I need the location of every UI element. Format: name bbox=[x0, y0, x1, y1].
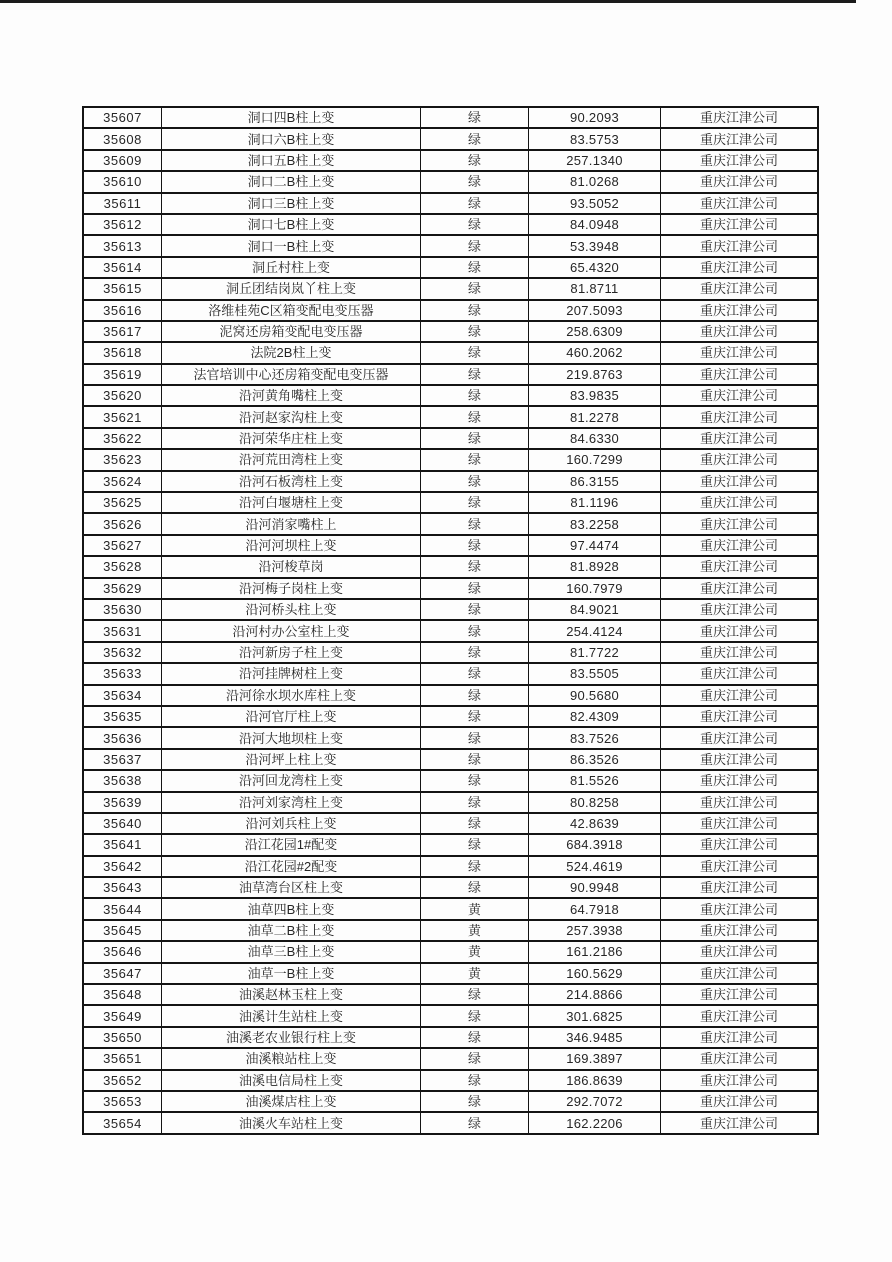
value-cell: 84.0948 bbox=[529, 214, 661, 235]
page-top-edge bbox=[0, 0, 856, 3]
row-id-cell: 35621 bbox=[83, 406, 162, 427]
row-id-cell: 35623 bbox=[83, 449, 162, 470]
row-id-cell: 35617 bbox=[83, 321, 162, 342]
value-cell: 684.3918 bbox=[529, 834, 661, 855]
company-cell: 重庆江津公司 bbox=[661, 963, 819, 984]
table-row bbox=[83, 877, 818, 898]
table-row bbox=[83, 663, 818, 684]
value-cell: 207.5093 bbox=[529, 300, 661, 321]
table-row bbox=[83, 706, 818, 727]
device-name-cell: 油草一B柱上变 bbox=[162, 963, 421, 984]
row-id-cell: 35653 bbox=[83, 1091, 162, 1112]
device-name-cell: 沿河桥头柱上变 bbox=[162, 599, 421, 620]
row-id-cell: 35632 bbox=[83, 642, 162, 663]
table-row bbox=[83, 150, 818, 171]
table-row bbox=[83, 599, 818, 620]
status-cell: 绿 bbox=[421, 428, 529, 449]
value-cell: 292.7072 bbox=[529, 1091, 661, 1112]
status-cell: 绿 bbox=[421, 492, 529, 513]
value-cell: 160.7299 bbox=[529, 449, 661, 470]
device-name-cell: 沿河荒田湾柱上变 bbox=[162, 449, 421, 470]
table-row bbox=[83, 898, 818, 919]
device-name-cell: 沿江花园#2配变 bbox=[162, 856, 421, 877]
table-row bbox=[83, 1005, 818, 1026]
table-row bbox=[83, 257, 818, 278]
company-cell: 重庆江津公司 bbox=[661, 620, 819, 641]
device-name-cell: 洞口三B柱上变 bbox=[162, 193, 421, 214]
table-row bbox=[83, 321, 818, 342]
value-cell: 82.4309 bbox=[529, 706, 661, 727]
table-row bbox=[83, 984, 818, 1005]
company-cell: 重庆江津公司 bbox=[661, 685, 819, 706]
status-cell: 绿 bbox=[421, 513, 529, 534]
value-cell: 53.3948 bbox=[529, 235, 661, 256]
value-cell: 84.6330 bbox=[529, 428, 661, 449]
table-row bbox=[83, 1091, 818, 1112]
row-id-cell: 35650 bbox=[83, 1027, 162, 1048]
table-row bbox=[83, 492, 818, 513]
row-id-cell: 35616 bbox=[83, 300, 162, 321]
row-id-cell: 35651 bbox=[83, 1048, 162, 1069]
table-row bbox=[83, 792, 818, 813]
value-cell: 83.2258 bbox=[529, 513, 661, 534]
row-id-cell: 35647 bbox=[83, 963, 162, 984]
company-cell: 重庆江津公司 bbox=[661, 727, 819, 748]
company-cell: 重庆江津公司 bbox=[661, 578, 819, 599]
company-cell: 重庆江津公司 bbox=[661, 193, 819, 214]
table-row bbox=[83, 278, 818, 299]
company-cell: 重庆江津公司 bbox=[661, 471, 819, 492]
value-cell: 81.2278 bbox=[529, 406, 661, 427]
row-id-cell: 35638 bbox=[83, 770, 162, 791]
status-cell: 绿 bbox=[421, 128, 529, 149]
status-cell: 绿 bbox=[421, 727, 529, 748]
row-id-cell: 35619 bbox=[83, 364, 162, 385]
company-cell: 重庆江津公司 bbox=[661, 663, 819, 684]
row-id-cell: 35640 bbox=[83, 813, 162, 834]
row-id-cell: 35625 bbox=[83, 492, 162, 513]
value-cell: 257.1340 bbox=[529, 150, 661, 171]
value-cell: 65.4320 bbox=[529, 257, 661, 278]
value-cell: 524.4619 bbox=[529, 856, 661, 877]
status-cell: 绿 bbox=[421, 1048, 529, 1069]
table-row bbox=[83, 471, 818, 492]
table-row bbox=[83, 620, 818, 641]
table-row bbox=[83, 642, 818, 663]
status-cell: 绿 bbox=[421, 984, 529, 1005]
status-cell: 绿 bbox=[421, 578, 529, 599]
device-name-cell: 油溪赵林玉柱上变 bbox=[162, 984, 421, 1005]
device-name-cell: 油溪粮站柱上变 bbox=[162, 1048, 421, 1069]
table-row bbox=[83, 941, 818, 962]
transformer-table bbox=[82, 106, 819, 1135]
company-cell: 重庆江津公司 bbox=[661, 1091, 819, 1112]
value-cell: 160.5629 bbox=[529, 963, 661, 984]
company-cell: 重庆江津公司 bbox=[661, 300, 819, 321]
table-row bbox=[83, 578, 818, 599]
row-id-cell: 35635 bbox=[83, 706, 162, 727]
row-id-cell: 35611 bbox=[83, 193, 162, 214]
value-cell: 81.0268 bbox=[529, 171, 661, 192]
value-cell: 81.7722 bbox=[529, 642, 661, 663]
status-cell: 绿 bbox=[421, 620, 529, 641]
status-cell: 绿 bbox=[421, 300, 529, 321]
status-cell: 绿 bbox=[421, 1027, 529, 1048]
company-cell: 重庆江津公司 bbox=[661, 321, 819, 342]
company-cell: 重庆江津公司 bbox=[661, 792, 819, 813]
value-cell: 80.8258 bbox=[529, 792, 661, 813]
row-id-cell: 35645 bbox=[83, 920, 162, 941]
status-cell: 绿 bbox=[421, 792, 529, 813]
status-cell: 绿 bbox=[421, 834, 529, 855]
status-cell: 黄 bbox=[421, 920, 529, 941]
company-cell: 重庆江津公司 bbox=[661, 342, 819, 363]
device-name-cell: 油溪电信局柱上变 bbox=[162, 1070, 421, 1091]
row-id-cell: 35609 bbox=[83, 150, 162, 171]
device-name-cell: 沿河刘家湾柱上变 bbox=[162, 792, 421, 813]
row-id-cell: 35624 bbox=[83, 471, 162, 492]
status-cell: 绿 bbox=[421, 193, 529, 214]
value-cell: 160.7979 bbox=[529, 578, 661, 599]
company-cell: 重庆江津公司 bbox=[661, 1005, 819, 1026]
value-cell: 97.4474 bbox=[529, 535, 661, 556]
device-name-cell: 洞口四B柱上变 bbox=[162, 107, 421, 128]
table-row bbox=[83, 1027, 818, 1048]
value-cell: 86.3155 bbox=[529, 471, 661, 492]
table-row bbox=[83, 449, 818, 470]
table-row bbox=[83, 385, 818, 406]
value-cell: 81.8711 bbox=[529, 278, 661, 299]
device-name-cell: 沿河梅子岗柱上变 bbox=[162, 578, 421, 599]
device-name-cell: 油草三B柱上变 bbox=[162, 941, 421, 962]
value-cell: 169.3897 bbox=[529, 1048, 661, 1069]
value-cell: 161.2186 bbox=[529, 941, 661, 962]
device-name-cell: 油草湾台区柱上变 bbox=[162, 877, 421, 898]
device-name-cell: 洛维桂苑C区箱变配电变压器 bbox=[162, 300, 421, 321]
row-id-cell: 35649 bbox=[83, 1005, 162, 1026]
row-id-cell: 35614 bbox=[83, 257, 162, 278]
company-cell: 重庆江津公司 bbox=[661, 278, 819, 299]
table-row bbox=[83, 856, 818, 877]
device-name-cell: 洞口六B柱上变 bbox=[162, 128, 421, 149]
table-row bbox=[83, 749, 818, 770]
company-cell: 重庆江津公司 bbox=[661, 428, 819, 449]
company-cell: 重庆江津公司 bbox=[661, 706, 819, 727]
row-id-cell: 35654 bbox=[83, 1112, 162, 1133]
table-row bbox=[83, 235, 818, 256]
status-cell: 黄 bbox=[421, 941, 529, 962]
row-id-cell: 35646 bbox=[83, 941, 162, 962]
status-cell: 绿 bbox=[421, 278, 529, 299]
status-cell: 绿 bbox=[421, 171, 529, 192]
table-row bbox=[83, 128, 818, 149]
row-id-cell: 35643 bbox=[83, 877, 162, 898]
status-cell: 黄 bbox=[421, 963, 529, 984]
status-cell: 绿 bbox=[421, 235, 529, 256]
device-name-cell: 泥窝还房箱变配电变压器 bbox=[162, 321, 421, 342]
row-id-cell: 35607 bbox=[83, 107, 162, 128]
table-row bbox=[83, 364, 818, 385]
status-cell: 绿 bbox=[421, 642, 529, 663]
row-id-cell: 35631 bbox=[83, 620, 162, 641]
status-cell: 绿 bbox=[421, 1091, 529, 1112]
status-cell: 绿 bbox=[421, 342, 529, 363]
row-id-cell: 35622 bbox=[83, 428, 162, 449]
device-name-cell: 沿河村办公室柱上变 bbox=[162, 620, 421, 641]
company-cell: 重庆江津公司 bbox=[661, 128, 819, 149]
row-id-cell: 35639 bbox=[83, 792, 162, 813]
company-cell: 重庆江津公司 bbox=[661, 877, 819, 898]
device-name-cell: 沿河白堰塘柱上变 bbox=[162, 492, 421, 513]
status-cell: 绿 bbox=[421, 1005, 529, 1026]
device-name-cell: 沿河梭草岗 bbox=[162, 556, 421, 577]
table-row bbox=[83, 813, 818, 834]
value-cell: 81.5526 bbox=[529, 770, 661, 791]
table-row bbox=[83, 727, 818, 748]
company-cell: 重庆江津公司 bbox=[661, 642, 819, 663]
company-cell: 重庆江津公司 bbox=[661, 941, 819, 962]
table-row bbox=[83, 107, 818, 128]
row-id-cell: 35610 bbox=[83, 171, 162, 192]
row-id-cell: 35629 bbox=[83, 578, 162, 599]
value-cell: 93.5052 bbox=[529, 193, 661, 214]
device-name-cell: 油溪老农业银行柱上变 bbox=[162, 1027, 421, 1048]
table-row bbox=[83, 214, 818, 235]
row-id-cell: 35652 bbox=[83, 1070, 162, 1091]
status-cell: 绿 bbox=[421, 406, 529, 427]
device-name-cell: 法官培训中心还房箱变配电变压器 bbox=[162, 364, 421, 385]
row-id-cell: 35641 bbox=[83, 834, 162, 855]
device-name-cell: 油溪计生站柱上变 bbox=[162, 1005, 421, 1026]
value-cell: 81.1196 bbox=[529, 492, 661, 513]
table-row bbox=[83, 193, 818, 214]
status-cell: 绿 bbox=[421, 877, 529, 898]
company-cell: 重庆江津公司 bbox=[661, 406, 819, 427]
company-cell: 重庆江津公司 bbox=[661, 749, 819, 770]
device-name-cell: 洞口一B柱上变 bbox=[162, 235, 421, 256]
status-cell: 绿 bbox=[421, 813, 529, 834]
table-row bbox=[83, 300, 818, 321]
value-cell: 214.8866 bbox=[529, 984, 661, 1005]
table-row bbox=[83, 963, 818, 984]
table-row bbox=[83, 685, 818, 706]
status-cell: 绿 bbox=[421, 385, 529, 406]
company-cell: 重庆江津公司 bbox=[661, 770, 819, 791]
row-id-cell: 35648 bbox=[83, 984, 162, 1005]
status-cell: 绿 bbox=[421, 214, 529, 235]
device-name-cell: 沿河河坝柱上变 bbox=[162, 535, 421, 556]
device-name-cell: 洞口七B柱上变 bbox=[162, 214, 421, 235]
value-cell: 186.8639 bbox=[529, 1070, 661, 1091]
device-name-cell: 沿河新房子柱上变 bbox=[162, 642, 421, 663]
device-name-cell: 油草四B柱上变 bbox=[162, 898, 421, 919]
device-name-cell: 沿河荣华庄柱上变 bbox=[162, 428, 421, 449]
row-id-cell: 35628 bbox=[83, 556, 162, 577]
value-cell: 258.6309 bbox=[529, 321, 661, 342]
value-cell: 90.5680 bbox=[529, 685, 661, 706]
table-row bbox=[83, 556, 818, 577]
company-cell: 重庆江津公司 bbox=[661, 898, 819, 919]
value-cell: 257.3938 bbox=[529, 920, 661, 941]
device-name-cell: 油溪煤店柱上变 bbox=[162, 1091, 421, 1112]
table-row bbox=[83, 834, 818, 855]
company-cell: 重庆江津公司 bbox=[661, 556, 819, 577]
status-cell: 绿 bbox=[421, 257, 529, 278]
row-id-cell: 35636 bbox=[83, 727, 162, 748]
status-cell: 绿 bbox=[421, 556, 529, 577]
device-name-cell: 沿河徐水坝水库柱上变 bbox=[162, 685, 421, 706]
value-cell: 83.9835 bbox=[529, 385, 661, 406]
company-cell: 重庆江津公司 bbox=[661, 1070, 819, 1091]
status-cell: 绿 bbox=[421, 449, 529, 470]
value-cell: 42.8639 bbox=[529, 813, 661, 834]
status-cell: 绿 bbox=[421, 856, 529, 877]
device-name-cell: 沿河黄角嘴柱上变 bbox=[162, 385, 421, 406]
device-name-cell: 沿河消家嘴柱上 bbox=[162, 513, 421, 534]
value-cell: 162.2206 bbox=[529, 1112, 661, 1133]
company-cell: 重庆江津公司 bbox=[661, 235, 819, 256]
status-cell: 绿 bbox=[421, 150, 529, 171]
status-cell: 绿 bbox=[421, 535, 529, 556]
row-id-cell: 35612 bbox=[83, 214, 162, 235]
company-cell: 重庆江津公司 bbox=[661, 214, 819, 235]
company-cell: 重庆江津公司 bbox=[661, 257, 819, 278]
device-name-cell: 沿江花园1#配变 bbox=[162, 834, 421, 855]
transformer-table-body bbox=[83, 107, 818, 1134]
status-cell: 绿 bbox=[421, 599, 529, 620]
row-id-cell: 35642 bbox=[83, 856, 162, 877]
row-id-cell: 35626 bbox=[83, 513, 162, 534]
value-cell: 84.9021 bbox=[529, 599, 661, 620]
table-row bbox=[83, 342, 818, 363]
value-cell: 219.8763 bbox=[529, 364, 661, 385]
company-cell: 重庆江津公司 bbox=[661, 535, 819, 556]
status-cell: 绿 bbox=[421, 770, 529, 791]
company-cell: 重庆江津公司 bbox=[661, 1112, 819, 1133]
value-cell: 346.9485 bbox=[529, 1027, 661, 1048]
value-cell: 90.9948 bbox=[529, 877, 661, 898]
value-cell: 83.7526 bbox=[529, 727, 661, 748]
value-cell: 254.4124 bbox=[529, 620, 661, 641]
row-id-cell: 35613 bbox=[83, 235, 162, 256]
status-cell: 绿 bbox=[421, 663, 529, 684]
value-cell: 86.3526 bbox=[529, 749, 661, 770]
table-row bbox=[83, 1112, 818, 1133]
table-row bbox=[83, 1070, 818, 1091]
device-name-cell: 油溪火车站柱上变 bbox=[162, 1112, 421, 1133]
status-cell: 绿 bbox=[421, 1070, 529, 1091]
company-cell: 重庆江津公司 bbox=[661, 1027, 819, 1048]
company-cell: 重庆江津公司 bbox=[661, 150, 819, 171]
company-cell: 重庆江津公司 bbox=[661, 364, 819, 385]
row-id-cell: 35644 bbox=[83, 898, 162, 919]
device-name-cell: 洞丘村柱上变 bbox=[162, 257, 421, 278]
table-row bbox=[83, 1048, 818, 1069]
device-name-cell: 沿河刘兵柱上变 bbox=[162, 813, 421, 834]
status-cell: 绿 bbox=[421, 749, 529, 770]
table-row bbox=[83, 428, 818, 449]
status-cell: 绿 bbox=[421, 107, 529, 128]
row-id-cell: 35630 bbox=[83, 599, 162, 620]
value-cell: 83.5753 bbox=[529, 128, 661, 149]
row-id-cell: 35618 bbox=[83, 342, 162, 363]
value-cell: 64.7918 bbox=[529, 898, 661, 919]
table-row bbox=[83, 171, 818, 192]
device-name-cell: 沿河官厅柱上变 bbox=[162, 706, 421, 727]
value-cell: 83.5505 bbox=[529, 663, 661, 684]
device-name-cell: 法院2B柱上变 bbox=[162, 342, 421, 363]
company-cell: 重庆江津公司 bbox=[661, 492, 819, 513]
company-cell: 重庆江津公司 bbox=[661, 1048, 819, 1069]
table-row bbox=[83, 770, 818, 791]
device-name-cell: 油草二B柱上变 bbox=[162, 920, 421, 941]
status-cell: 绿 bbox=[421, 685, 529, 706]
company-cell: 重庆江津公司 bbox=[661, 856, 819, 877]
company-cell: 重庆江津公司 bbox=[661, 385, 819, 406]
status-cell: 绿 bbox=[421, 471, 529, 492]
table-row bbox=[83, 513, 818, 534]
status-cell: 黄 bbox=[421, 898, 529, 919]
table-row bbox=[83, 920, 818, 941]
status-cell: 绿 bbox=[421, 1112, 529, 1133]
company-cell: 重庆江津公司 bbox=[661, 449, 819, 470]
value-cell: 81.8928 bbox=[529, 556, 661, 577]
table-row bbox=[83, 406, 818, 427]
company-cell: 重庆江津公司 bbox=[661, 513, 819, 534]
company-cell: 重庆江津公司 bbox=[661, 171, 819, 192]
row-id-cell: 35634 bbox=[83, 685, 162, 706]
device-name-cell: 沿河石板湾柱上变 bbox=[162, 471, 421, 492]
value-cell: 90.2093 bbox=[529, 107, 661, 128]
table-row bbox=[83, 535, 818, 556]
company-cell: 重庆江津公司 bbox=[661, 813, 819, 834]
device-name-cell: 沿河挂牌树柱上变 bbox=[162, 663, 421, 684]
row-id-cell: 35637 bbox=[83, 749, 162, 770]
row-id-cell: 35608 bbox=[83, 128, 162, 149]
row-id-cell: 35615 bbox=[83, 278, 162, 299]
device-name-cell: 沿河大地坝柱上变 bbox=[162, 727, 421, 748]
company-cell: 重庆江津公司 bbox=[661, 834, 819, 855]
device-name-cell: 沿河坪上柱上变 bbox=[162, 749, 421, 770]
status-cell: 绿 bbox=[421, 321, 529, 342]
row-id-cell: 35633 bbox=[83, 663, 162, 684]
value-cell: 460.2062 bbox=[529, 342, 661, 363]
device-name-cell: 洞口二B柱上变 bbox=[162, 171, 421, 192]
device-name-cell: 洞丘团结岗岚丫柱上变 bbox=[162, 278, 421, 299]
device-name-cell: 沿河回龙湾柱上变 bbox=[162, 770, 421, 791]
company-cell: 重庆江津公司 bbox=[661, 107, 819, 128]
status-cell: 绿 bbox=[421, 364, 529, 385]
device-name-cell: 洞口五B柱上变 bbox=[162, 150, 421, 171]
row-id-cell: 35620 bbox=[83, 385, 162, 406]
company-cell: 重庆江津公司 bbox=[661, 920, 819, 941]
status-cell: 绿 bbox=[421, 706, 529, 727]
company-cell: 重庆江津公司 bbox=[661, 599, 819, 620]
company-cell: 重庆江津公司 bbox=[661, 984, 819, 1005]
row-id-cell: 35627 bbox=[83, 535, 162, 556]
device-name-cell: 沿河赵家沟柱上变 bbox=[162, 406, 421, 427]
value-cell: 301.6825 bbox=[529, 1005, 661, 1026]
